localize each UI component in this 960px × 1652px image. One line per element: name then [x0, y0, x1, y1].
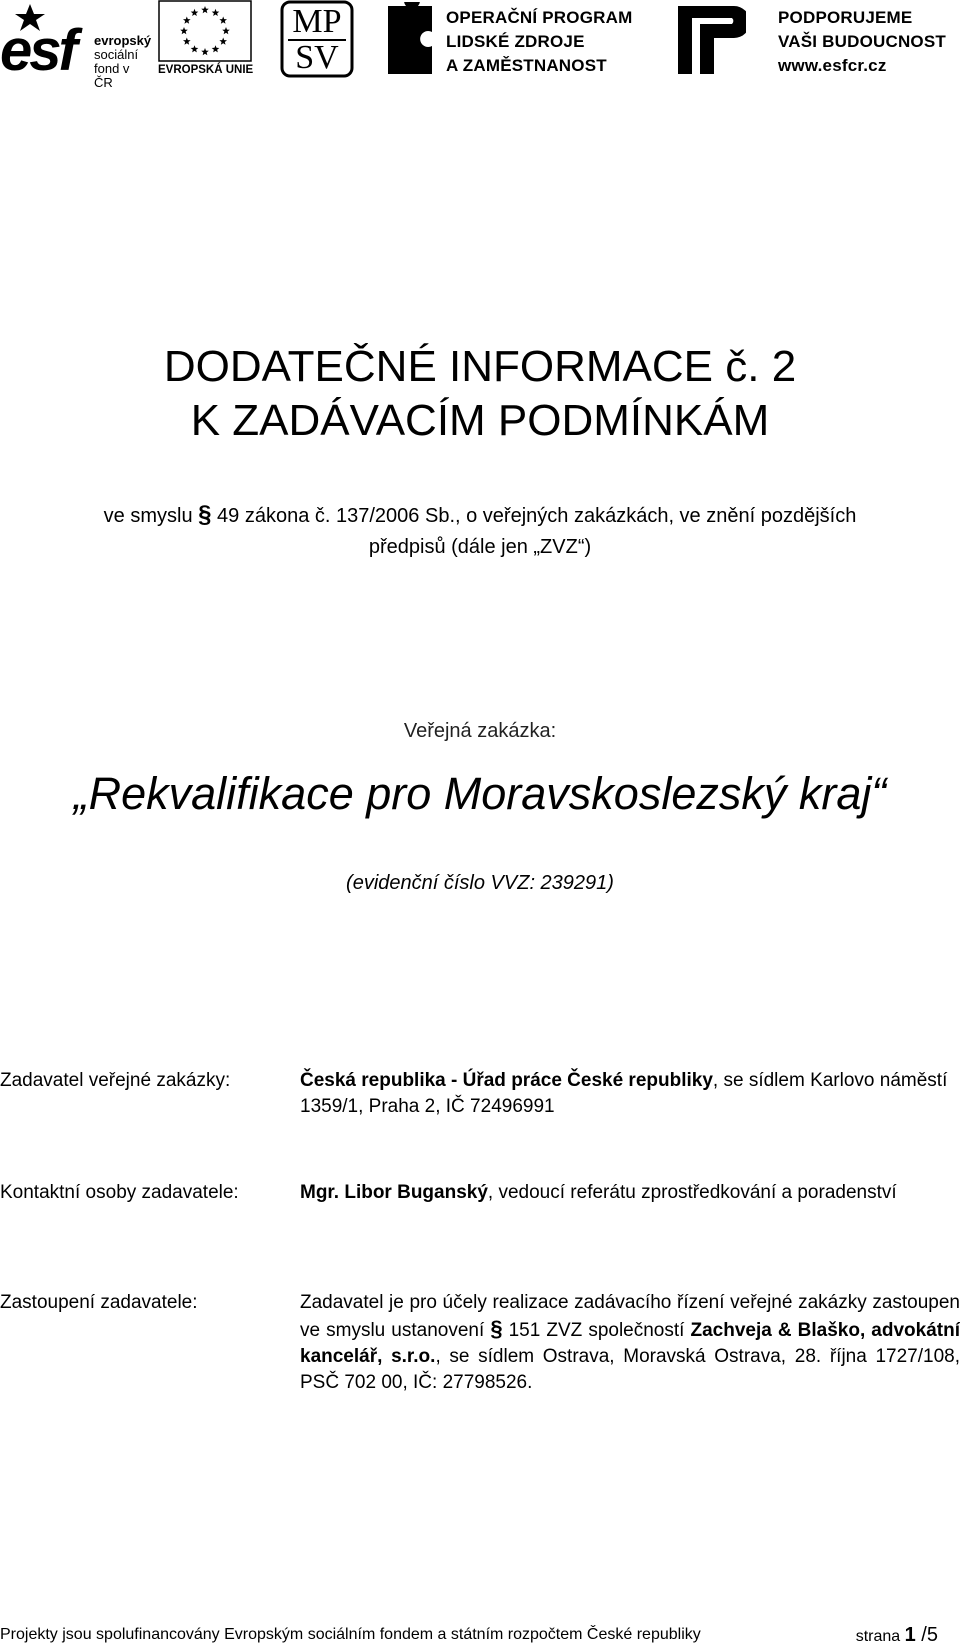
detail-value-bold: Mgr. Libor Buganský: [300, 1182, 488, 1203]
detail-value: [300, 1068, 960, 1120]
detail-value-bold: Zachveja & Blaško, advokátní kancelář, s.r.o.: [300, 1320, 960, 1367]
page-prefix: strana: [855, 1628, 905, 1645]
doc-title-line1: DODATEČNÉ INFORMACE č. 2: [163, 342, 797, 391]
op-text: [446, 6, 632, 78]
op-line: OPERAČNÍ PROGRAM: [446, 8, 633, 27]
support-logo: [674, 0, 958, 80]
esf-letters: esf: [0, 18, 75, 83]
detail-label: Zastoupení zadavatele:: [0, 1292, 198, 1313]
page-total: /5: [915, 1624, 938, 1646]
evidence-number: (evidenční číslo VVZ: 239291): [346, 872, 614, 894]
mpsv-top: MP: [292, 3, 342, 40]
support-line: VAŠI BUDOUCNOST: [778, 32, 946, 51]
page-number: [856, 1624, 938, 1648]
doc-subtitle-line1: [0, 500, 960, 531]
detail-label: Zadavatel veřejné zakázky:: [0, 1070, 231, 1091]
eu-logo: [158, 0, 254, 80]
doc-title-line2: K ZADÁVACÍM PODMÍNKÁM: [190, 396, 770, 445]
esf-caption-line: fond v ČR: [94, 61, 130, 90]
subtitle-text: 49 zákona č. 137/2006 Sb., o veřejných zakázkách, ve znění pozdějších: [211, 505, 857, 527]
esf-caption-line: evropský: [94, 33, 152, 48]
subtitle-text: ve smyslu: [103, 505, 199, 527]
esf-caption: [94, 34, 151, 90]
section-sign: §: [490, 1316, 503, 1341]
page-current: 1: [904, 1624, 916, 1646]
detail-label: Kontaktní osoby zadavatele:: [0, 1182, 239, 1203]
esf-logo: [0, 0, 152, 90]
doc-subtitle-line2: předpisů (dále jen „ZVZ“): [368, 536, 592, 558]
esf-support-icon: [674, 2, 746, 78]
op-lzz-logo: [384, 0, 644, 80]
footer-note: Projekty jsou spolufinancovány Evropským sociálním fondem a státním rozpočtem České republiky: [0, 1626, 701, 1643]
op-line: A ZAMĚSTNANOST: [446, 56, 607, 75]
section-sign: §: [198, 501, 212, 528]
support-url: www.esfcr.cz: [778, 56, 887, 75]
detail-value: [300, 1290, 960, 1396]
detail-value-text: Zadavatel je pro účely realizace zadávacího řízení veřejné zakázky zastoupen ve smyslu ustanovení: [300, 1292, 960, 1341]
detail-value-text: , se sídlem Ostrava, Moravská Ostrava, 28. října 1727/108, PSČ 702 00, IČ: 27798526.: [300, 1346, 960, 1393]
mpsv-bottom: SV: [295, 39, 339, 76]
detail-value: [300, 1180, 960, 1206]
puzzle-icon: [384, 2, 436, 78]
op-line: LIDSKÉ ZDROJE: [446, 32, 585, 51]
detail-value-text: , vedoucí referátu zprostředkování a poradenství: [487, 1182, 897, 1203]
header-logos: [0, 0, 960, 90]
esf-caption-line: sociální: [94, 47, 139, 62]
contract-name: „Rekvalifikace pro Moravskoslezský kraj“: [73, 768, 887, 819]
eu-caption: EVROPSKÁ UNIE: [158, 64, 254, 76]
detail-value-text: , se sídlem Karlovo náměstí 1359/1, Praha 2, IČ 72496991: [300, 1070, 948, 1117]
eu-flag-icon: [158, 0, 252, 62]
detail-value-bold: Česká republika - Úřad práce České republiky: [300, 1070, 713, 1091]
detail-value-text: 151 ZVZ společností: [502, 1320, 691, 1341]
mpsv-logo: [280, 0, 354, 78]
contract-label: Veřejná zakázka:: [403, 720, 557, 742]
support-text: [778, 6, 946, 78]
support-line: PODPORUJEME: [778, 8, 913, 27]
